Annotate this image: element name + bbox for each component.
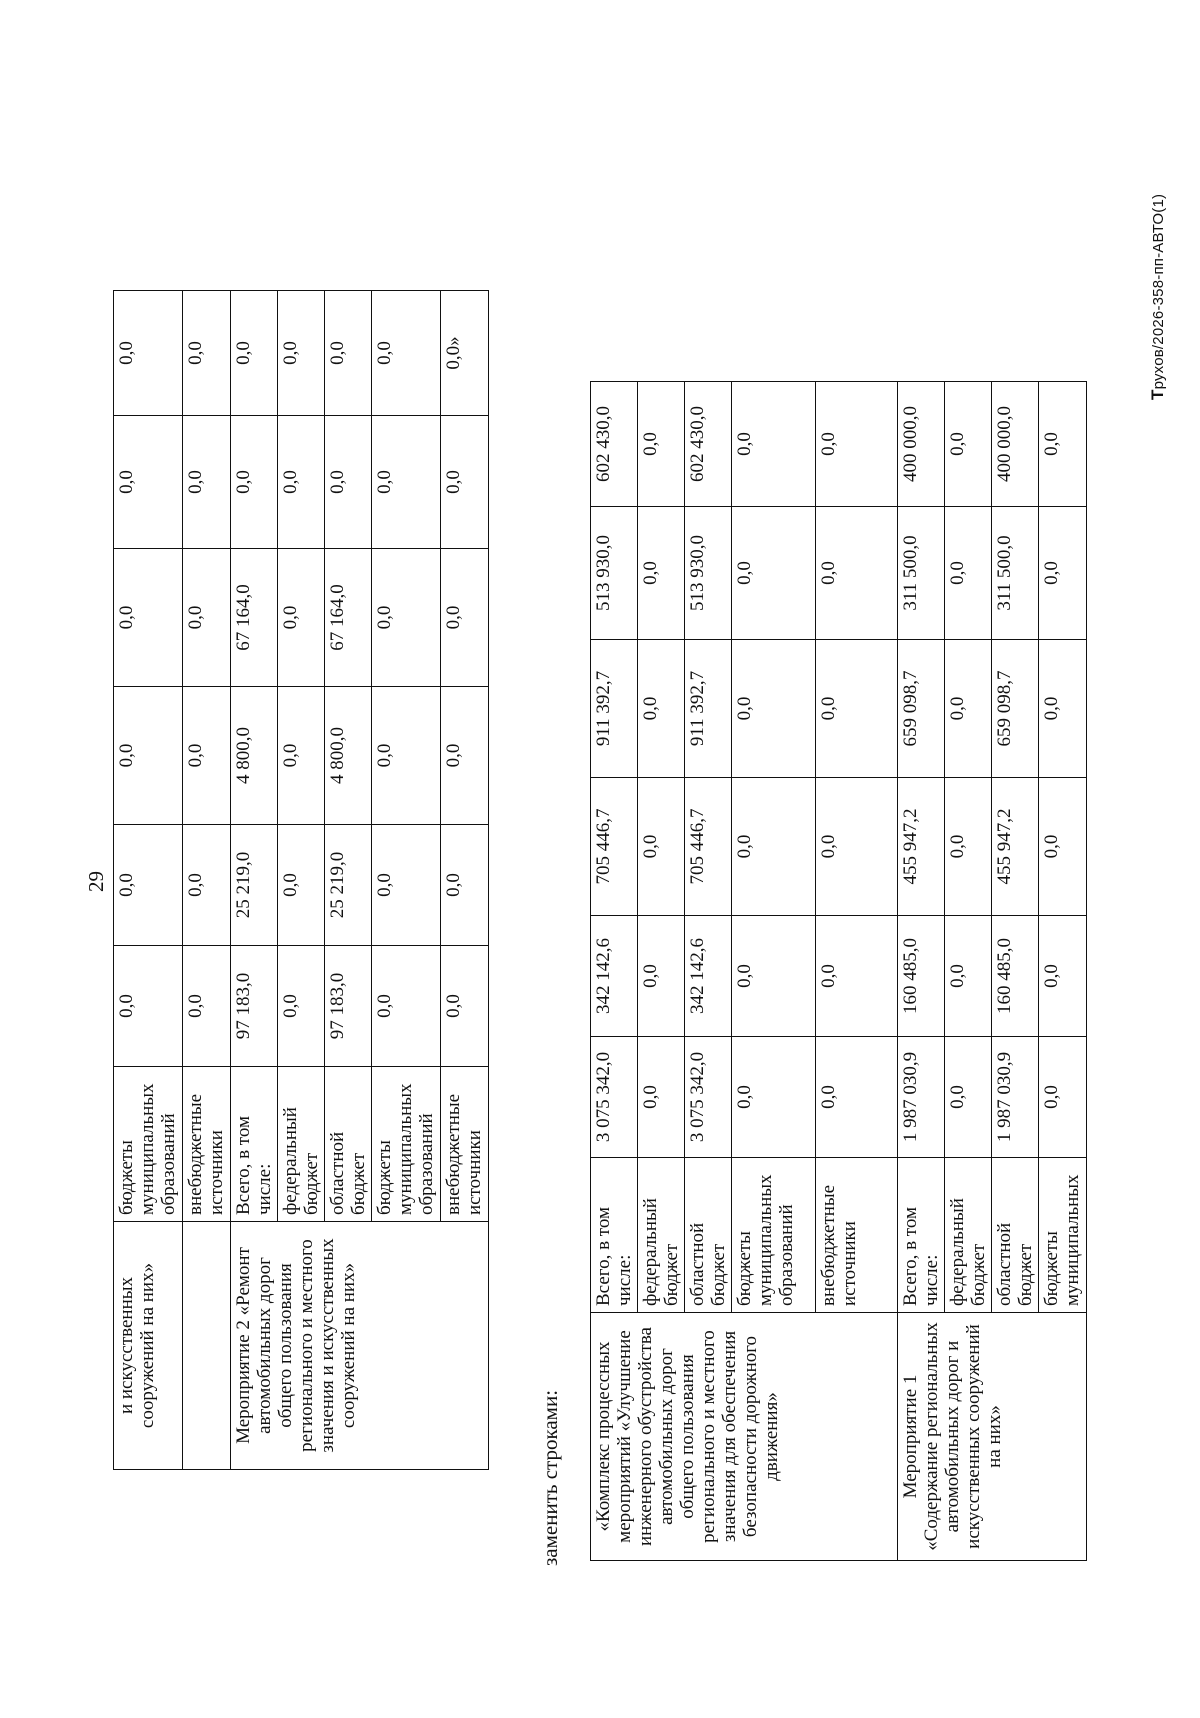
value-cell: 659 098,7 <box>898 640 945 778</box>
value-cell: 0,0 <box>732 916 816 1037</box>
footer-initial: Т <box>1148 389 1167 400</box>
value-cell: 0,0 <box>1039 640 1087 778</box>
source-cell: бюджеты муниципальных образований <box>732 1158 816 1313</box>
value-cell: 311 500,0 <box>992 507 1039 640</box>
value-cell: 0,0 <box>1039 916 1087 1037</box>
value-cell: 0,0 <box>114 687 183 825</box>
value-cell: 0,0 <box>372 687 441 825</box>
source-cell: Всего, в том числе: <box>591 1158 638 1313</box>
activity-cell: Мероприятие 2 «Ремонт автомобильных дорог общего пользования регионального и местного значения и искусственных сооружений на них» <box>231 1222 489 1470</box>
replace-with-rows-label: заменить строками: <box>538 1389 562 1566</box>
value-cell: 0,0 <box>732 640 816 778</box>
value-cell: 513 930,0 <box>591 507 638 640</box>
value-cell: 0,0 <box>816 916 898 1037</box>
value-cell: 0,0 <box>183 687 231 825</box>
activity-cell: «Комплекс процессных мероприятий «Улучшение инженерного обустройства автомобильных дорог общего пользования регионального и местного значения для обеспечения безопасности дорожного движения» <box>591 1313 898 1561</box>
value-cell: 0,0 <box>816 382 898 507</box>
value-cell: 0,0 <box>278 825 325 946</box>
value-cell: 0,0 <box>441 687 489 825</box>
source-cell: федеральный бюджет <box>638 1158 685 1313</box>
value-cell: 0,0 <box>372 549 441 687</box>
value-cell: 705 446,7 <box>685 778 732 916</box>
value-cell: 1 987 030,9 <box>898 1037 945 1158</box>
value-cell: 0,0 <box>816 1037 898 1158</box>
source-cell: областной бюджет <box>992 1158 1039 1313</box>
value-cell: 513 930,0 <box>685 507 732 640</box>
value-cell: 0,0 <box>231 416 278 549</box>
source-cell: внебюджетные источники <box>441 1067 489 1222</box>
value-cell: 0,0 <box>732 778 816 916</box>
value-cell: 0,0 <box>183 549 231 687</box>
value-cell: 0,0 <box>945 640 992 778</box>
table-row <box>231 291 278 1470</box>
value-cell: 0,0 <box>945 778 992 916</box>
budget-table-bottom <box>590 381 1087 1561</box>
page-number: 29 <box>84 871 108 892</box>
source-cell: внебюджетные источники <box>183 1067 231 1222</box>
value-cell: 0,0 <box>1039 507 1087 640</box>
value-cell: 0,0 <box>231 291 278 416</box>
value-cell: 0,0 <box>732 1037 816 1158</box>
document-footer-code <box>1148 194 1168 400</box>
value-cell: 0,0 <box>945 916 992 1037</box>
value-cell: 0,0 <box>816 778 898 916</box>
value-cell: 0,0 <box>278 291 325 416</box>
value-cell: 0,0» <box>441 291 489 416</box>
value-cell: 160 485,0 <box>992 916 1039 1037</box>
value-cell: 602 430,0 <box>591 382 638 507</box>
value-cell: 0,0 <box>638 916 685 1037</box>
value-cell: 0,0 <box>183 946 231 1067</box>
value-cell: 0,0 <box>441 549 489 687</box>
value-cell: 342 142,6 <box>591 916 638 1037</box>
value-cell: 0,0 <box>945 507 992 640</box>
value-cell: 400 000,0 <box>898 382 945 507</box>
value-cell: 0,0 <box>732 507 816 640</box>
value-cell: 97 183,0 <box>325 946 372 1067</box>
table-row <box>114 291 183 1470</box>
value-cell: 0,0 <box>638 640 685 778</box>
value-cell: 25 219,0 <box>231 825 278 946</box>
activity-cell: Мероприятие 1 «Содержание региональных автомобильных дорог и искусственных сооружений на них» <box>898 1313 1087 1561</box>
value-cell: 0,0 <box>638 778 685 916</box>
value-cell: 342 142,6 <box>685 916 732 1037</box>
value-cell: 3 075 342,0 <box>591 1037 638 1158</box>
value-cell: 160 485,0 <box>898 916 945 1037</box>
source-cell: Всего, в том числе: <box>898 1158 945 1313</box>
value-cell: 0,0 <box>1039 778 1087 916</box>
value-cell: 0,0 <box>441 946 489 1067</box>
value-cell: 0,0 <box>441 825 489 946</box>
value-cell: 0,0 <box>372 825 441 946</box>
value-cell: 311 500,0 <box>898 507 945 640</box>
value-cell: 911 392,7 <box>591 640 638 778</box>
value-cell: 4 800,0 <box>231 687 278 825</box>
value-cell: 659 098,7 <box>992 640 1039 778</box>
value-cell: 0,0 <box>945 1037 992 1158</box>
value-cell: 0,0 <box>183 825 231 946</box>
value-cell: 4 800,0 <box>325 687 372 825</box>
source-cell: бюджеты муниципальных <box>1039 1158 1087 1313</box>
value-cell: 0,0 <box>114 946 183 1067</box>
source-cell: бюджеты муниципальных образований <box>114 1067 183 1222</box>
value-cell: 0,0 <box>372 416 441 549</box>
value-cell: 0,0 <box>945 382 992 507</box>
value-cell: 0,0 <box>638 382 685 507</box>
value-cell: 0,0 <box>278 687 325 825</box>
table-row <box>183 291 231 1470</box>
source-cell: федеральный бюджет <box>945 1158 992 1313</box>
value-cell: 0,0 <box>278 549 325 687</box>
value-cell: 0,0 <box>278 416 325 549</box>
value-cell: 0,0 <box>638 507 685 640</box>
activity-cell: и искусственных сооружений на них» <box>114 1222 183 1470</box>
value-cell: 0,0 <box>183 291 231 416</box>
value-cell: 0,0 <box>638 1037 685 1158</box>
source-cell: областной бюджет <box>325 1067 372 1222</box>
table-row <box>591 382 638 1561</box>
budget-table-top <box>113 290 489 1470</box>
source-cell: внебюджетные источники <box>816 1158 898 1313</box>
value-cell: 0,0 <box>183 416 231 549</box>
value-cell: 705 446,7 <box>591 778 638 916</box>
value-cell: 0,0 <box>816 507 898 640</box>
value-cell: 3 075 342,0 <box>685 1037 732 1158</box>
value-cell: 455 947,2 <box>898 778 945 916</box>
source-cell: бюджеты муниципальных образований <box>372 1067 441 1222</box>
source-cell: областной бюджет <box>685 1158 732 1313</box>
value-cell: 0,0 <box>372 291 441 416</box>
value-cell: 0,0 <box>816 640 898 778</box>
value-cell: 1 987 030,9 <box>992 1037 1039 1158</box>
value-cell: 0,0 <box>325 291 372 416</box>
source-cell: Всего, в том числе: <box>231 1067 278 1222</box>
value-cell: 0,0 <box>325 416 372 549</box>
value-cell: 0,0 <box>441 416 489 549</box>
value-cell: 97 183,0 <box>231 946 278 1067</box>
value-cell: 67 164,0 <box>231 549 278 687</box>
source-cell: федеральный бюджет <box>278 1067 325 1222</box>
table-row <box>898 382 945 1561</box>
activity-cell <box>183 1222 231 1470</box>
value-cell: 0,0 <box>278 946 325 1067</box>
value-cell: 0,0 <box>114 549 183 687</box>
value-cell: 400 000,0 <box>992 382 1039 507</box>
footer-rest: рухов/2026-358-пп-АВТО(1) <box>1150 193 1167 390</box>
value-cell: 602 430,0 <box>685 382 732 507</box>
value-cell: 911 392,7 <box>685 640 732 778</box>
value-cell: 0,0 <box>1039 382 1087 507</box>
value-cell: 0,0 <box>1039 1037 1087 1158</box>
value-cell: 67 164,0 <box>325 549 372 687</box>
value-cell: 0,0 <box>114 825 183 946</box>
value-cell: 0,0 <box>114 291 183 416</box>
value-cell: 455 947,2 <box>992 778 1039 916</box>
value-cell: 0,0 <box>732 382 816 507</box>
value-cell: 0,0 <box>114 416 183 549</box>
value-cell: 25 219,0 <box>325 825 372 946</box>
value-cell: 0,0 <box>372 946 441 1067</box>
